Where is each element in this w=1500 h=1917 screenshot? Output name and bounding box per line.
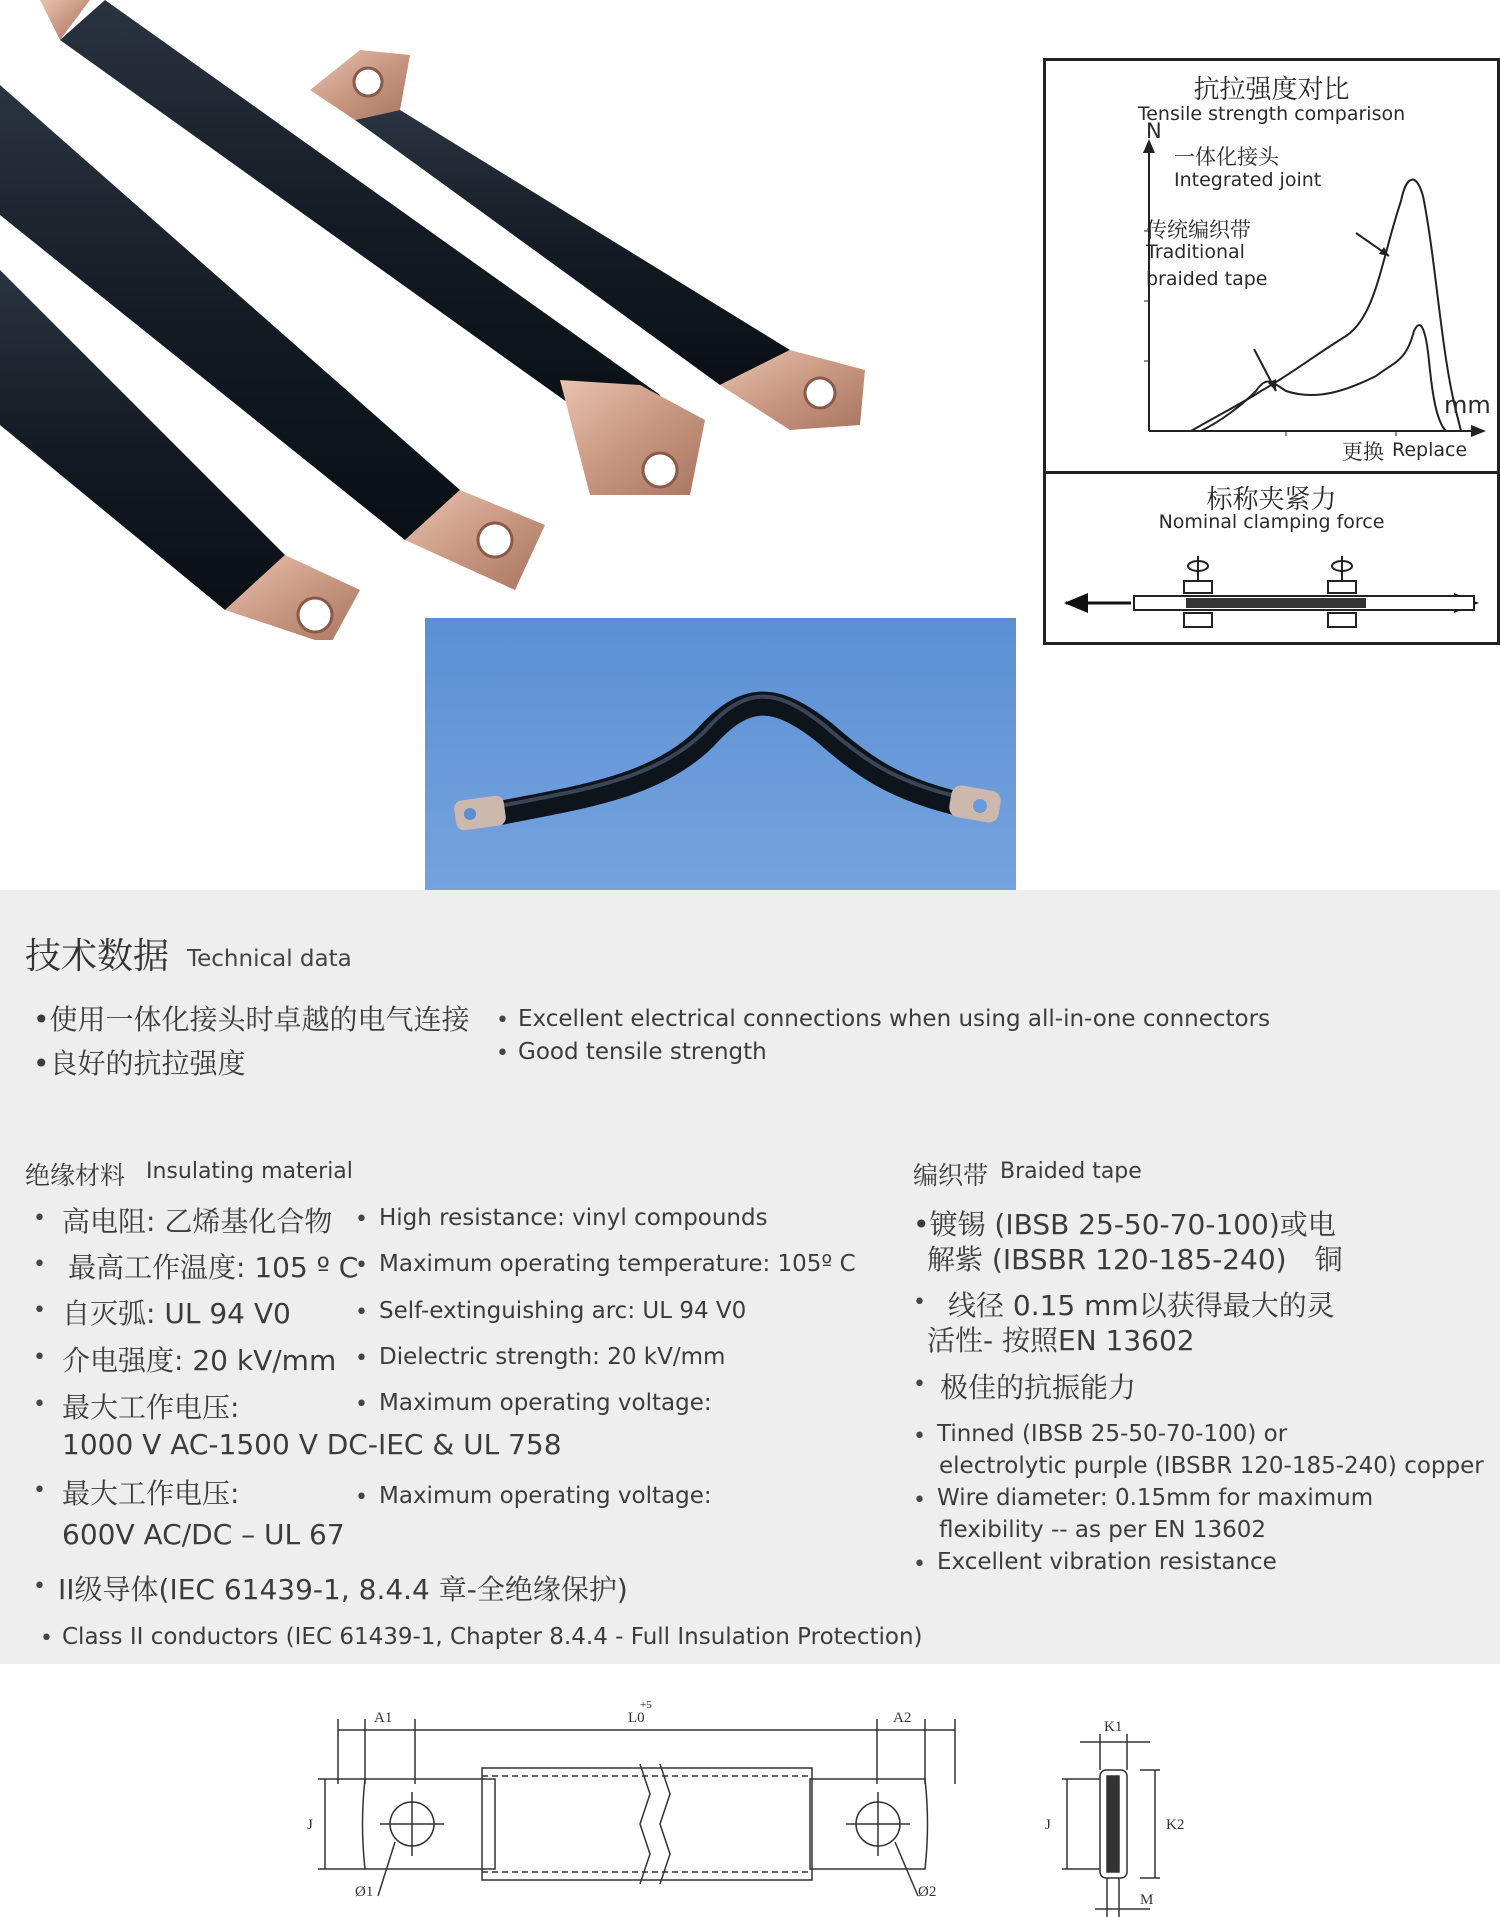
bullet: • (355, 1253, 368, 1278)
bullet: • (355, 1300, 368, 1325)
dim-k2: K2 (1166, 1817, 1185, 1833)
braided-cn-2: 解紫 (IBSBR 120-185-240) 铜 (927, 1243, 1343, 1276)
tensile-curve-diagram (1046, 61, 1497, 466)
clamp-title-cn: 标称夹紧力 (1206, 485, 1337, 515)
insulating-en-7: Class II conductors (IEC 61439-1, Chapter 8.4.4 - Full Insulation Protection) (62, 1624, 923, 1650)
replace-label-en: Replace (1392, 439, 1468, 461)
insulating-en-2: Maximum operating temperature: 105º C (379, 1251, 856, 1277)
bullet: • (33, 1252, 46, 1277)
dim-a2: A2 (893, 1710, 912, 1726)
braided-en-5: Excellent vibration resistance (937, 1549, 1277, 1575)
bullet: • (496, 1008, 509, 1033)
bullet: • (913, 1424, 926, 1449)
braided-heading-cn: 编织带 (913, 1161, 989, 1190)
bullet: • (913, 1372, 926, 1397)
clamp-title-en: Nominal clamping force (1158, 511, 1385, 533)
insulating-heading-cn: 绝缘材料 (25, 1161, 126, 1190)
trad-label-en-1: Traditional (1146, 241, 1245, 263)
braided-cn-3: 线径 0.15 mm以获得最大的灵 (948, 1289, 1335, 1322)
insulating-heading-en: Insulating material (146, 1159, 353, 1184)
dim-phi1: Ø1 (355, 1884, 374, 1900)
insulating-en-4: Dielectric strength: 20 kV/mm (379, 1344, 726, 1370)
tensile-comparison-panel (1043, 58, 1500, 645)
bullet: • (913, 1552, 926, 1577)
braided-en-3: Wire diameter: 0.15mm for maximum (937, 1485, 1374, 1511)
insulating-cn-8: 600V AC/DC – UL 67 (62, 1518, 345, 1551)
bullet: • (496, 1041, 509, 1066)
axis-label-mm: mm (1444, 391, 1491, 419)
bullet: • (913, 1488, 926, 1513)
dim-j: J (307, 1817, 313, 1833)
joint-label-cn: 一体化接头 (1174, 145, 1279, 169)
insulating-cn-1: 高电阻: 乙烯基化合物 (62, 1205, 333, 1238)
braided-cn-1: •镀锡 (IBSB 25-50-70-100)或电 (913, 1208, 1336, 1241)
panel-title-cn: 抗拉强度对比 (1193, 75, 1350, 105)
replace-label-cn: 更换 (1342, 440, 1384, 464)
axis-label-n: N (1146, 119, 1162, 143)
bullet: • (355, 1346, 368, 1371)
dim-a1: A1 (374, 1710, 393, 1726)
braided-en-1: Tinned (IBSB 25-50-70-100) or (937, 1421, 1288, 1447)
insulating-cn-2: 最高工作温度: 105 º C (68, 1251, 359, 1284)
dim-l0: L0 (628, 1710, 645, 1726)
braided-en-4: flexibility -- as per EN 13602 (939, 1517, 1266, 1543)
trad-label-en-2: braided tape (1146, 268, 1268, 290)
bullet: • (355, 1485, 368, 1510)
insulating-cn-5: 最大工作电压: (62, 1391, 240, 1424)
bullet: • (355, 1392, 368, 1417)
trad-label-cn: 传统编织带 (1146, 218, 1251, 242)
bullet: • (33, 1392, 46, 1417)
bullet: • (33, 1345, 46, 1370)
intro-cn-2: •良好的抗拉强度 (33, 1047, 246, 1080)
insulating-en-6: Maximum operating voltage: (379, 1483, 712, 1509)
insulating-en-3: Self-extinguishing arc: UL 94 V0 (379, 1298, 747, 1324)
insulating-cn-7: 最大工作电压: (62, 1477, 240, 1510)
insulating-cn-4: 介电强度: 20 kV/mm (62, 1344, 337, 1377)
bullet: • (33, 1478, 46, 1503)
braided-en-2: electrolytic purple (IBSBR 120-185-240) copper (939, 1453, 1484, 1479)
intro-en-2: Good tensile strength (518, 1039, 767, 1065)
insulating-cn-9: II级导体(IEC 61439-1, 8.4.4 章-全绝缘保护) (58, 1573, 628, 1606)
joint-label-en: Integrated joint (1174, 169, 1322, 191)
braided-heading-en: Braided tape (1000, 1159, 1142, 1184)
insulating-en-5: Maximum operating voltage: (379, 1390, 712, 1416)
dimension-drawing (0, 1664, 1500, 1917)
dim-phi2: Ø2 (918, 1884, 937, 1900)
intro-cn-1: •使用一体化接头时卓越的电气连接 (33, 1003, 470, 1036)
dim-tolerance: +5 (640, 1699, 652, 1711)
bullet: • (33, 1574, 46, 1599)
braided-cn-5: 极佳的抗振能力 (940, 1371, 1137, 1404)
dim-m: M (1140, 1892, 1154, 1908)
product-photo-braided-tapes (0, 0, 1010, 640)
insulating-cn-6: 1000 V AC-1500 V DC-IEC & UL 758 (62, 1428, 562, 1461)
braided-cn-4: 活性- 按照EN 13602 (927, 1324, 1195, 1357)
panel-title-en: Tensile strength comparison (1137, 103, 1406, 125)
bullet: • (33, 1206, 46, 1231)
intro-en-1: Excellent electrical connections when using all-in-one connectors (518, 1006, 1271, 1032)
clamping-diagram (1046, 541, 1497, 641)
dim-k1: K1 (1104, 1719, 1123, 1735)
tech-title-cn: 技术数据 (25, 936, 170, 977)
insulating-cn-3: 自灭弧: UL 94 V0 (62, 1297, 291, 1330)
panel-divider (1046, 471, 1497, 474)
bullet: • (355, 1207, 368, 1232)
bullet: • (40, 1626, 53, 1651)
bullet: • (913, 1290, 926, 1315)
bullet: • (33, 1298, 46, 1323)
insulating-en-1: High resistance: vinyl compounds (379, 1205, 768, 1231)
dim-j-section: J (1045, 1817, 1051, 1833)
tech-title-en: Technical data (187, 946, 352, 972)
